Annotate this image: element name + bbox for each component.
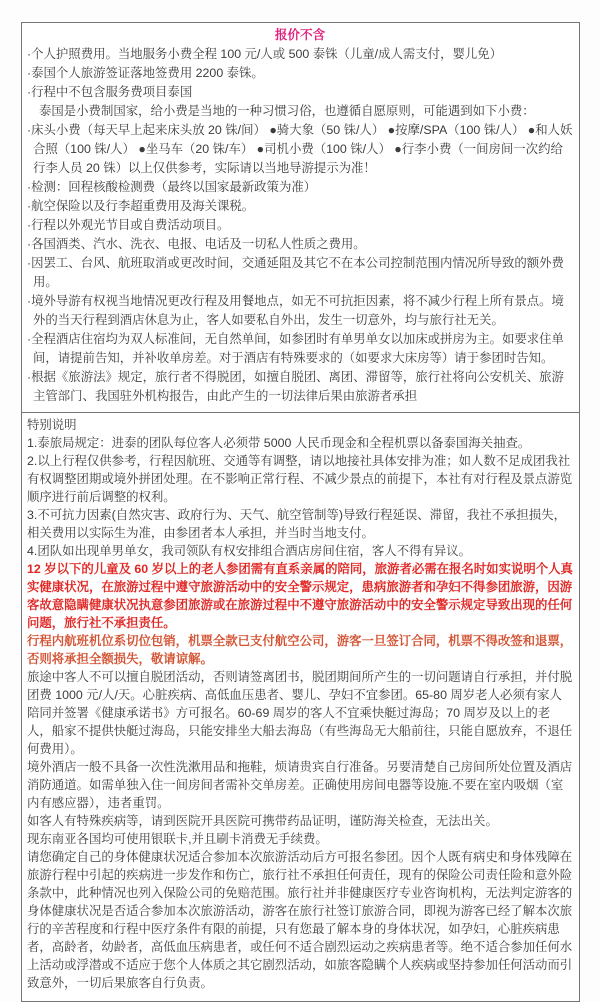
special-note: 1.泰旅局规定：进泰的团队每位客人必须带 5000 人民币现金和全程机票以备泰国海关抽查。 — [27, 436, 531, 450]
exclusion-item-note: 泰国是小费制国家，给小费是当地的一种习惯习俗，也遵循自愿原则，可能遇到如下小费： — [39, 104, 535, 118]
exclusion-item: ·根据《旅游法》规定，旅行者不得脱团，如擅自脱团、离团、滞留等，旅行社将向公安机关、旅游主管部门、我国驻外机构报告，由此产生的一切法律后果由旅游者承担 — [27, 370, 564, 403]
special-note: 3.不可抗力因素(自然灾害、政府行为、天气、航空管制等)导致行程延误、滞留，我社不承担损失，相关费用以实际生为准，由参团者本人承担，并当时当地支付。 — [27, 508, 566, 540]
exclusion-item: ·航空保险以及行李超重费用及海关课税。 — [27, 199, 255, 213]
exclusion-item: ·泰国个人旅游签证落地签费用 2200 泰铢。 — [27, 66, 264, 80]
exclusion-item: ·个人护照费用。当地服务小费全程 100 元/人或 500 泰铢（儿童/成人需支付，婴儿免） — [27, 47, 503, 61]
quote-excludes-section — [22, 23, 579, 413]
exclusion-item: ·全程酒店住宿均为双人标准间，无自然单间，如参团时有单男单女以加床或拼房为主。如要求住单间，请提前告知，并补收单房差。对于酒店有特殊要求的（如要求大床房等）请于参团时告知。 — [27, 332, 564, 365]
special-note: 2.以上行程仅供参考，行程因航班、交通等有调整，请以地接社具体安排为准；如人数不足成团我社有权调整团期或境外拼团处理。在不影响正常行程、不减少景点的前提下，本社有对行程及景点游览顺序进行前后调整的权利。 — [27, 454, 573, 504]
exclusion-item: ·因罢工、台风、航班取消或更改时间，交通延阻及其它不在本公司控制范围内情况所导致的额外费用。 — [27, 256, 564, 289]
special-note: 旅途中客人不可以擅自脱团活动，否则请签离团书，脱团期间所产生的一切问题请自行承担，并付脱团费 1000 元/人/天。心脏疾病、高低血压患者、婴儿、孕妇不宜参团。65-80 周岁老人必须有家人陪同并签署《健康承诺书》方可报名。60-69 周岁的客人不宜乘快艇过海岛；70 周岁及以上的老人，船家不提供快艇过海岛，只能安排坐大船去海岛（有些海岛无大船前往，只能自愿放弃，不退任何费用）。 — [27, 670, 573, 756]
travel-notice-table — [21, 22, 580, 1002]
special-note-ticket-warning: 行程内航班机位系切位包销，机票全款已支付航空公司，游客一旦签订合同，机票不得改签和退票，否则将承担全额损失，敬请谅解。 — [27, 634, 573, 666]
section-title-quote-excludes: 报价不含 — [274, 28, 326, 42]
exclusion-item: ·境外导游有权视当地情况更改行程及用餐地点，如无不可抗拒因素，将不减少行程上所有景点。境外的当天行程到酒店休息为止，客人如要私自外出，发生一切意外，均与旅行社无关。 — [27, 294, 564, 327]
special-note: 境外酒店一般不具备一次性洗漱用品和拖鞋，烦请贵宾自行准备。另要清楚自己房间所处位置及酒店消防通道。如需单独入住一间房间者需补交单房差。正确使用房间电器等设施.不要在室内吸烟（室内有感应器），违者重罚。 — [27, 760, 573, 810]
exclusion-item: ·检测：回程核酸检测费（最终以国家最新政策为准） — [27, 180, 317, 194]
special-note: 如客人有特殊疾病等，请到医院开具医院可携带药品证明，谨防海关检查，无法出关。 — [27, 814, 498, 828]
special-notes-section — [22, 413, 579, 1001]
exclusion-item: ·行程中不包含服务费项目泰国 — [27, 85, 193, 99]
special-note: 请您确定自己的身体健康状况适合参加本次旅游活动后方可报名参团。因个人既有病史和身体残障在旅游行程中引起的疾病进一步发作和伤亡，旅行社不承担任何责任，现有的保险公司责任险和意外险条款中，此种情况也列入保险公司的免赔范围。旅行社并非健康医疗专业咨询机构，无法判定游客的身体健康状况是否适合参加本次旅游活动，游客在旅行社签订旅游合同，即视为游客已经了解本次旅行的辛苦程度和行程中医疗条件有限的前提，只有您最了解本身的身体状况，如孕妇，心脏疾病患者，高龄者，幼龄者，高低血压病患者，或任何不适合剧烈运动之疾病患者等。绝不适合参加任何水上活动或浮潜或不适应于您个人体质之其它剧烈活动，如旅客隐瞒个人疾病或坚持参加任何活动而引致意外，一切后果旅客自行负责。 — [27, 850, 573, 990]
special-note: 4.团队如出现单男单女，我司领队有权安排组合酒店房间住宿，客人不得有异议。 — [27, 544, 472, 558]
exclusion-item: ·行程以外观光节目或自费活动项目。 — [27, 218, 230, 232]
section-title-special-notes: 特别说明 — [27, 418, 77, 432]
special-note-health-warning: 12 岁以下的儿童及 60 岁以上的老人参团需有直系亲属的陪同，旅游者必需在报名时如实说明个人真实健康状况，在旅游过程中遵守旅游活动中的安全警示规定，患病旅游者和孕妇不得参团旅游，因游客故意隐瞒健康状况执意参团旅游或在旅游过程中不遵守旅游活动中的安全警示规定导致出现的任何问题，旅行社不承担责任。 — [27, 562, 573, 630]
exclusion-item: ·床头小费（每天早上起来床头放 20 铢/间） ●骑大象（50 铢/人） ●按摩/SPA（100 铢/人） ●和人妖合照（100 铢/人） ●坐马车（20 铢/车） ●司机小费（100 铢/人） ●行李小费（一间房间一次约给行李人员 20 铢）以上仅供参考，实际请以当地导游提示为准！ — [27, 123, 573, 175]
special-note: 现东南亚各国均可使用银联卡,并且刷卡消费无手续费。 — [27, 832, 328, 846]
exclusion-item: ·各国酒类、汽水、洗衣、电报、电话及一切私人性质之费用。 — [27, 237, 366, 251]
